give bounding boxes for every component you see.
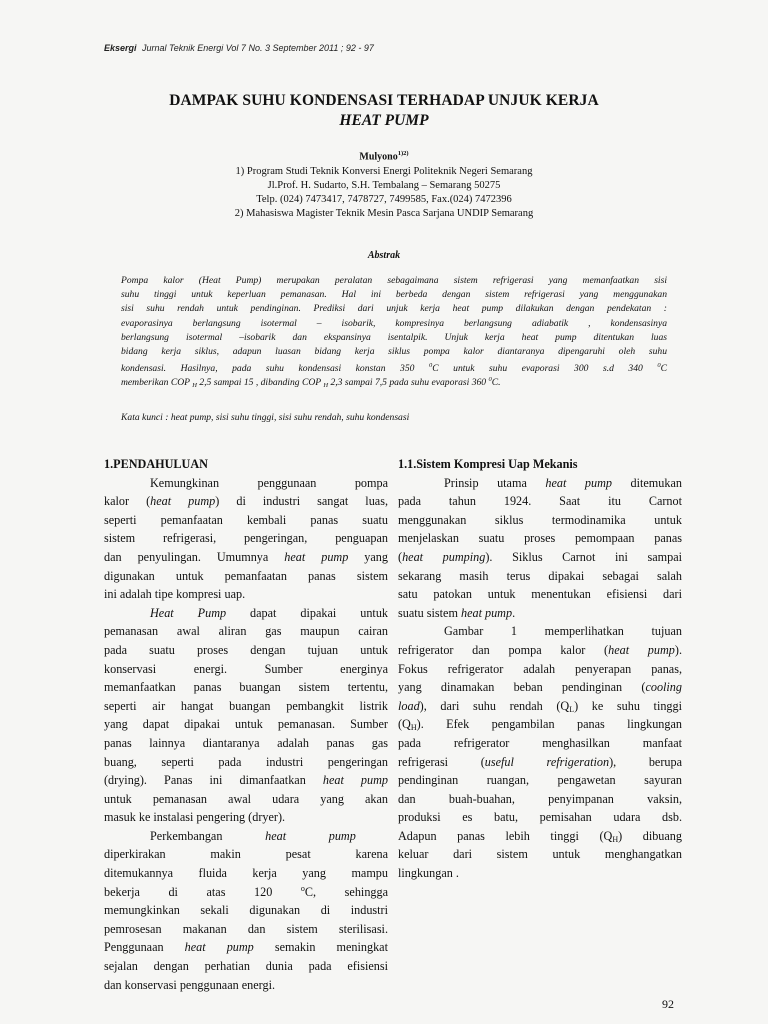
body-text: ) dibuang — [618, 828, 682, 843]
subscript: H — [323, 382, 329, 390]
body-line — [398, 753, 682, 772]
abstract-text: memberikan COP — [121, 377, 193, 389]
abstract-text: C untuk suhu evaporasi 300 s.d 340 — [432, 363, 658, 375]
body-line: sekarang masih terus dipakai sebagai salah — [398, 568, 682, 583]
body-line — [104, 827, 388, 846]
affiliations — [0, 165, 768, 221]
section-heading: 1.PENDAHULUAN — [104, 457, 208, 471]
affiliation-line: 2) Mahasiswa Magister Teknik Mesin Pasca Sarjana UNDIP Semarang — [234, 208, 534, 219]
body-line: panas lainnya diantaranya adalah panas gas — [104, 735, 388, 750]
body-line: Gambar 1 memperlihatkan tujuan — [444, 624, 682, 639]
abstract-line: Pompa kalor (Heat Pump) merupakan peralatan sebagaimana sistem refrigerasi yang memanfaatkan sisi — [121, 275, 667, 286]
body-line: diperkirakan makin pesat karena — [104, 847, 388, 862]
abstract-text: C. — [491, 377, 501, 389]
keywords: Kata kunci : heat pump, sisi suhu tinggi, sisi suhu rendah, suhu kondensasi — [121, 412, 410, 423]
subscript: L — [569, 704, 575, 714]
abstract-text: 2,5 sampai 15 , dibanding COP — [196, 377, 324, 389]
body-line: lingkungan . — [398, 866, 459, 881]
left-column — [104, 455, 388, 994]
body-italic: heat pump — [608, 642, 675, 657]
body-italic: heat pump — [322, 773, 388, 788]
body-line: yang dapat dipakai untuk pemanasan. Sumber — [104, 717, 388, 732]
abstract-line: sisi suhu rendah untuk pendinginan. Prediksi dari unjuk kerja heat pump dilakukan dengan pendekatan : — [121, 303, 667, 315]
body-line — [398, 604, 682, 623]
journal-header — [104, 43, 374, 53]
abstract-heading: Abstrak — [367, 250, 401, 261]
degree-mark: 0 — [488, 376, 492, 384]
body-line: pada tahun 1924. Saat itu Carnot — [398, 494, 682, 509]
abstract-text: C — [660, 363, 667, 375]
body-line: dan buah-buahan, penyimpanan vaksin, — [398, 791, 682, 806]
body-line: pemanasan awal aliran gas maupun cairan — [104, 624, 388, 639]
body-line — [398, 715, 682, 734]
subscript: H — [612, 834, 619, 844]
body-text: ) ke suhu tinggi — [574, 698, 682, 713]
body-line: ditemukannya fluida kerja yang mampu — [104, 866, 388, 881]
abstract-line: bidang kerja siklus, adapun luasan bidang kerja siklus pompa kalor diantaranya dipengaruhi oleh suhu — [121, 345, 667, 357]
body-line: produksi es batu, pemisahan udara dsb. — [398, 810, 682, 825]
degree-mark: 0 — [428, 362, 433, 370]
paper-subtitle: HEAT PUMP — [339, 112, 429, 129]
body-italic: heat pump — [284, 549, 349, 564]
body-text: (Q — [398, 717, 411, 732]
body-text: C, sehingga — [304, 884, 389, 899]
body-line — [104, 938, 388, 957]
body-text: ). — [674, 642, 682, 657]
body-text: yang — [348, 549, 388, 564]
degree-mark: 0 — [657, 362, 661, 370]
body-italic: useful refrigeration — [484, 754, 610, 769]
body-text: yang dinamakan beban pendinginan ( — [398, 680, 646, 695]
journal-citation: Jurnal Teknik Energi Vol 7 No. 3 September 2011 ; 92 - 97 — [142, 43, 374, 53]
body-italic: heat — [265, 828, 287, 843]
body-italic: heat pump — [545, 475, 612, 490]
affiliation-line: Telp. (024) 7473417, 7478727, 7499585, Fax.(024) 7472396 — [256, 194, 512, 205]
body-line: dan konservasi penggunaan energi. — [104, 977, 276, 992]
subscript: H — [192, 382, 197, 390]
body-text: Perkembangan — [150, 828, 223, 843]
body-text: ). Efek pengambilan panas lingkungan — [416, 717, 682, 732]
body-line — [398, 474, 682, 493]
body-line: pemrosesan makanan dan sistem sterilisasi. — [104, 921, 388, 936]
body-text: ditemukan — [612, 475, 682, 490]
body-line — [104, 548, 388, 567]
body-line — [104, 883, 388, 902]
body-italic: heat pump — [184, 940, 254, 955]
affiliation-line: Jl.Prof. H. Sudarto, S.H. Tembalang – Semarang 50275 — [267, 180, 501, 191]
body-line: untuk pemanasan awal udara yang akan — [104, 791, 388, 806]
body-line: seperti air hangat buangan pembangkit listrik — [104, 698, 388, 713]
abstract-body — [121, 274, 667, 388]
body-line — [398, 548, 682, 567]
body-text: Prinsip utama — [444, 475, 546, 490]
abstract-line: suhu tinggi untuk keperluan pemanasan. Hal ini berbeda dengan sistem refrigerasi yang menggunakan — [121, 289, 667, 301]
body-line: buang, seperti pada industri pengeringan — [104, 754, 388, 769]
body-line: ini adalah tipe kompresi uap. — [104, 587, 246, 602]
body-line: satu patokan untuk menentukan efisiensi dari — [398, 587, 682, 602]
body-line: masuk ke instalasi pengering (dryer). — [104, 810, 286, 825]
author-name-text: Mulyono — [359, 151, 398, 163]
body-line — [398, 641, 682, 660]
body-line: pendinginan ruangan, pengawetan sayuran — [398, 773, 682, 788]
body-line: menggunakan siklus termodinamika untuk — [398, 512, 682, 527]
body-line: pada suatu proses dengan tujuan untuk — [104, 642, 388, 657]
body-text: refrigerasi ( — [398, 754, 485, 769]
body-text: ), berupa — [609, 754, 682, 769]
body-text: bekerja di atas 120 — [104, 884, 301, 899]
affiliation-line: 1) Program Studi Teknik Konversi Energi Politeknik Negeri Semarang — [235, 166, 533, 177]
body-line — [104, 604, 388, 623]
degree-mark: o — [300, 883, 305, 893]
page-number: 92 — [662, 997, 674, 1011]
body-line — [398, 697, 682, 716]
section-heading: 1.1.Sistem Kompresi Uap Mekanis — [398, 457, 578, 471]
abstract-text: 2,3 sampai 7,5 pada suhu evaporasi 360 — [328, 377, 489, 389]
body-text: ( — [398, 549, 403, 564]
body-text: kalor ( — [104, 494, 151, 509]
body-line: pada refrigerator menghasilkan manfaat — [398, 735, 682, 750]
body-italic: pump — [328, 828, 356, 843]
body-text: ), dari suhu rendah (Q — [419, 698, 570, 713]
body-line: sistem refrigerasi, pengeringan, penguapan — [104, 531, 388, 546]
author-name — [0, 150, 768, 162]
body-text: Penggunaan — [104, 940, 185, 955]
body-line: menjelaskan suatu proses pemompaan panas — [398, 531, 682, 546]
body-line: memanfaatkan panas buangan sistem tertentu, — [104, 680, 388, 695]
body-line: sejalan dengan perhatian dunia pada efisiensi — [104, 959, 388, 974]
body-text: dapat dipakai untuk — [226, 605, 389, 620]
body-text: dan penyulingan. Umumnya — [104, 549, 285, 564]
paper-title: DAMPAK SUHU KONDENSASI TERHADAP UNJUK KERJA — [169, 92, 599, 109]
body-text: . — [512, 605, 516, 620]
subscript: H — [410, 723, 417, 733]
body-line: konservasi energi. Sumber energinya — [104, 661, 388, 676]
body-line — [104, 771, 388, 790]
body-italic: heat pump — [460, 605, 513, 620]
author-affiliation-mark: 1)2) — [397, 150, 409, 157]
body-italic: load — [398, 698, 420, 713]
body-italic: Heat Pump — [150, 605, 227, 620]
body-text: Adapun panas lebih tinggi (Q — [398, 828, 613, 843]
abstract-text: kondensasi. Hasilnya, pada suhu kondensasi konstan 350 — [121, 363, 429, 375]
body-italic: heat pumping — [402, 549, 486, 564]
body-line — [104, 492, 388, 511]
body-line: Kemungkinan penggunaan pompa — [150, 475, 388, 490]
body-line: memungkinkan sekali digunakan di industri — [104, 903, 388, 918]
body-line: keluar dari sistem untuk menghangatkan — [398, 847, 682, 862]
abstract-line-8 — [121, 373, 667, 390]
abstract-line: berlangsung isotermal –isobarik dan ekspansinya isentalpik. Unjuk kerja heat pump ditentukan luas — [121, 331, 667, 343]
body-text: ) di industri sangat luas, — [215, 494, 388, 509]
body-text: suatu sistem — [398, 605, 461, 620]
body-text: (drying). Panas ini dimanfaatkan — [104, 773, 323, 788]
body-italic: cooling — [645, 680, 682, 695]
body-line — [398, 678, 682, 697]
body-text: semakin meningkat — [253, 940, 388, 955]
body-text: refrigerator dan pompa kalor ( — [398, 642, 609, 657]
journal-brand: Eksergi — [104, 43, 137, 53]
body-italic: heat pump — [150, 494, 216, 509]
body-text: ). Siklus Carnot ini sampai — [485, 549, 683, 564]
body-line: seperti pemanfaatan kembali panas suatu — [104, 512, 388, 527]
body-line: Fokus refrigerator adalah penyerapan panas, — [398, 661, 682, 676]
abstract-line: evaporasinya berlangsung isotermal – isobarik, kompresinya berlangsung adiabatik , kondensasinya — [121, 317, 667, 329]
body-line — [398, 827, 682, 846]
right-column — [398, 455, 682, 883]
body-line: digunakan untuk pemanfaatan panas sistem — [104, 568, 388, 583]
abstract-line-7 — [121, 359, 667, 373]
